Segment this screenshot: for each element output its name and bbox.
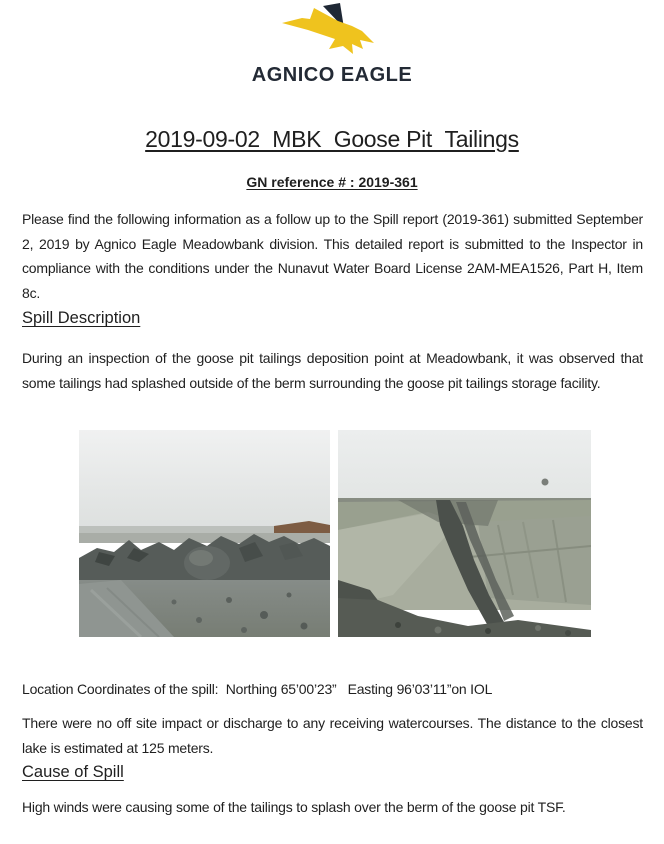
photos-row bbox=[79, 430, 591, 637]
brand-name: AGNICO EAGLE bbox=[251, 64, 413, 86]
cause-of-spill-heading: Cause of Spill bbox=[22, 763, 124, 781]
intro-paragraph: Please find the following information as a follow up to the Spill report (2019-361) submitted September 2, 2019 by Agnico Eagle Meadowbank division. This detailed report is submitted to the Inspector in compliance with the conditions under the Nunavut Water Board License 2AM-MEA1526, Part H, Item 8c. bbox=[22, 211, 643, 301]
location-coordinates-line: Location Coordinates of the spill: Northing 65’00’23” Easting 96’03’11”on IOL bbox=[22, 681, 493, 697]
spill-description-heading: Spill Description bbox=[22, 309, 141, 327]
cause-paragraph: High winds were causing some of the tailings to splash over the berm of the goose pit TSF. bbox=[22, 799, 566, 815]
spill-description-paragraph: During an inspection of the goose pit tailings deposition point at Meadowbank, it was observed that some tailings had splashed outside of the berm surrounding the goose pit tailings storage facility. bbox=[22, 350, 643, 391]
document-title: 2019-09-02_MBK_Goose Pit_Tailings bbox=[145, 126, 519, 152]
pit-wall-tailings-photo bbox=[338, 430, 591, 637]
impact-paragraph: There were no off site impact or discharge to any receiving watercourses. The distance to the closest lake is estimated at 125 meters. bbox=[22, 715, 643, 756]
agnico-eagle-logo bbox=[0, 2, 664, 87]
eagle-icon bbox=[280, 2, 385, 57]
tailings-berm-photo bbox=[79, 430, 330, 637]
gn-reference: GN reference # : 2019-361 bbox=[246, 174, 418, 190]
